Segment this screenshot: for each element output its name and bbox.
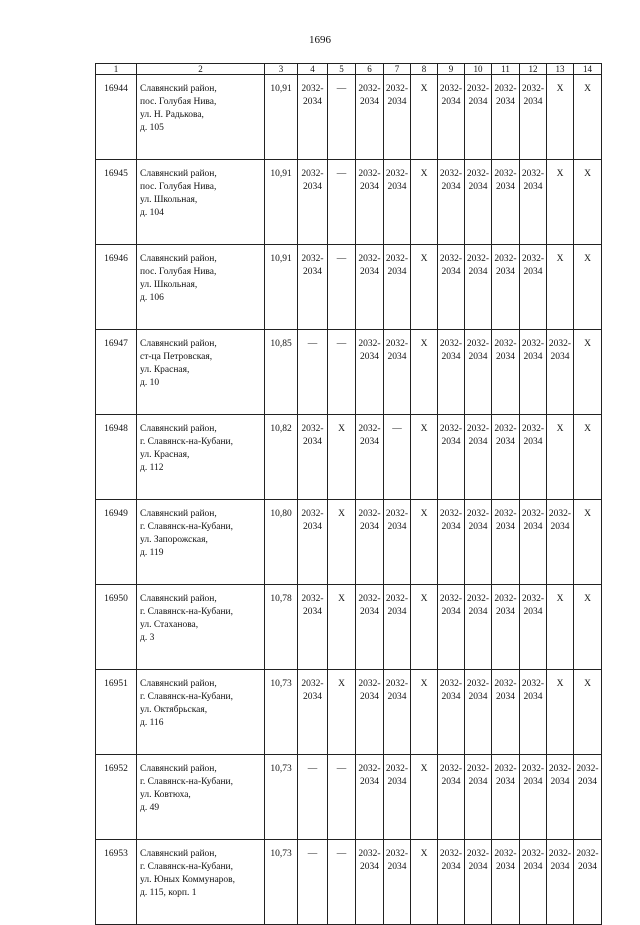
table-body <box>96 75 602 925</box>
address-line: д. 105 <box>140 123 164 133</box>
period-cell: 2032- 2034 <box>492 245 520 330</box>
row-number: 16944 <box>96 75 137 160</box>
period-cell: Х <box>547 160 574 245</box>
row-number: 16945 <box>96 160 137 245</box>
table-row <box>96 160 602 245</box>
column-header: 14 <box>574 64 602 75</box>
period-cell: Х <box>411 755 438 840</box>
period-cell: 2032- 2034 <box>438 75 465 160</box>
period-cell: — <box>328 840 356 925</box>
period-cell: Х <box>574 500 602 585</box>
period-cell: 2032- 2034 <box>438 670 465 755</box>
address-cell <box>137 160 265 245</box>
period-cell: 2032- 2034 <box>492 500 520 585</box>
column-header: 5 <box>328 64 356 75</box>
period-cell: Х <box>411 75 438 160</box>
address-line: ул. Ковтюха, <box>140 790 191 800</box>
period-cell: 2032- 2034 <box>547 330 574 415</box>
table-row <box>96 415 602 500</box>
period-cell: 2032- 2034 <box>492 840 520 925</box>
period-cell: Х <box>411 840 438 925</box>
period-cell: 2032- 2034 <box>384 585 411 670</box>
table-row <box>96 585 602 670</box>
row-number: 16948 <box>96 415 137 500</box>
period-cell: 2032- 2034 <box>438 755 465 840</box>
period-cell: 2032- 2034 <box>298 160 328 245</box>
period-cell: 2032- 2034 <box>492 755 520 840</box>
column-header: 10 <box>465 64 492 75</box>
period-cell: 2032- 2034 <box>492 75 520 160</box>
address-cell <box>137 500 265 585</box>
period-cell: 2032- 2034 <box>520 755 547 840</box>
value-cell: 10,85 <box>265 330 298 415</box>
period-cell: — <box>298 330 328 415</box>
period-cell: — <box>298 840 328 925</box>
period-cell: 2032- 2034 <box>298 415 328 500</box>
period-cell: Х <box>328 585 356 670</box>
row-number: 16951 <box>96 670 137 755</box>
row-number: 16949 <box>96 500 137 585</box>
period-cell: 2032- 2034 <box>298 75 328 160</box>
table-row <box>96 755 602 840</box>
column-header: 13 <box>547 64 574 75</box>
address-line: д. 119 <box>140 548 164 558</box>
column-header: 6 <box>356 64 384 75</box>
address-line: г. Славянск-на-Кубани, <box>140 862 233 872</box>
address-cell <box>137 585 265 670</box>
address-line: Славянский район, <box>140 849 217 859</box>
period-cell: 2032- 2034 <box>465 245 492 330</box>
address-line: г. Славянск-на-Кубани, <box>140 437 233 447</box>
address-line: ул. Красная, <box>140 365 190 375</box>
address-line: г. Славянск-на-Кубани, <box>140 522 233 532</box>
address-line: Славянский район, <box>140 169 217 179</box>
period-cell: Х <box>547 585 574 670</box>
period-cell: Х <box>547 75 574 160</box>
address-line: Славянский район, <box>140 594 217 604</box>
table-row <box>96 840 602 925</box>
period-cell: 2032- 2034 <box>384 330 411 415</box>
period-cell: Х <box>574 75 602 160</box>
address-line: ул. Запорожская, <box>140 535 208 545</box>
period-cell: — <box>328 160 356 245</box>
period-cell: 2032- 2034 <box>384 160 411 245</box>
period-cell: Х <box>574 670 602 755</box>
period-cell: 2032- 2034 <box>438 500 465 585</box>
period-cell: — <box>328 330 356 415</box>
column-header: 7 <box>384 64 411 75</box>
period-cell: Х <box>574 585 602 670</box>
row-number: 16950 <box>96 585 137 670</box>
column-header: 12 <box>520 64 547 75</box>
value-cell: 10,73 <box>265 755 298 840</box>
column-header: 1 <box>96 64 137 75</box>
period-cell: 2032- 2034 <box>465 585 492 670</box>
period-cell: Х <box>547 670 574 755</box>
address-line: д. 115, корп. 1 <box>140 888 197 898</box>
value-cell: 10,91 <box>265 160 298 245</box>
period-cell: Х <box>574 245 602 330</box>
period-cell: 2032- 2034 <box>465 160 492 245</box>
period-cell: Х <box>574 330 602 415</box>
table-row <box>96 245 602 330</box>
address-line: д. 49 <box>140 803 160 813</box>
period-cell: 2032- 2034 <box>356 160 384 245</box>
period-cell: 2032- 2034 <box>492 415 520 500</box>
address-line: ст-ца Петровская, <box>140 352 213 362</box>
address-line: д. 10 <box>140 378 160 388</box>
address-cell <box>137 840 265 925</box>
period-cell: Х <box>411 245 438 330</box>
row-number: 16947 <box>96 330 137 415</box>
header-row <box>96 64 602 75</box>
address-line: пос. Голубая Нива, <box>140 182 217 192</box>
period-cell: 2032- 2034 <box>520 840 547 925</box>
period-cell: 2032- 2034 <box>574 755 602 840</box>
address-line: ул. Стаханова, <box>140 620 199 630</box>
period-cell: — <box>298 755 328 840</box>
address-line: ул. Школьная, <box>140 195 198 205</box>
address-line: г. Славянск-на-Кубани, <box>140 777 233 787</box>
period-cell: 2032- 2034 <box>465 330 492 415</box>
period-cell: 2032- 2034 <box>438 245 465 330</box>
address-line: Славянский район, <box>140 509 217 519</box>
period-cell: 2032- 2034 <box>438 415 465 500</box>
address-line: пос. Голубая Нива, <box>140 267 217 277</box>
period-cell: 2032- 2034 <box>356 415 384 500</box>
address-line: г. Славянск-на-Кубани, <box>140 692 233 702</box>
address-cell <box>137 75 265 160</box>
period-cell: 2032- 2034 <box>465 670 492 755</box>
address-line: д. 104 <box>140 208 164 218</box>
period-cell: Х <box>547 245 574 330</box>
period-cell: 2032- 2034 <box>298 500 328 585</box>
address-line: д. 106 <box>140 293 164 303</box>
period-cell: 2032- 2034 <box>547 840 574 925</box>
address-cell <box>137 415 265 500</box>
value-cell: 10,91 <box>265 75 298 160</box>
period-cell: 2032- 2034 <box>438 585 465 670</box>
period-cell: 2032- 2034 <box>384 755 411 840</box>
register-table <box>95 63 602 925</box>
table-row <box>96 670 602 755</box>
period-cell: 2032- 2034 <box>298 670 328 755</box>
address-line: ул. Октябрьская, <box>140 705 208 715</box>
address-cell <box>137 245 265 330</box>
period-cell: Х <box>411 160 438 245</box>
period-cell: 2032- 2034 <box>547 500 574 585</box>
period-cell: — <box>384 415 411 500</box>
value-cell: 10,73 <box>265 840 298 925</box>
period-cell: Х <box>547 415 574 500</box>
table-row <box>96 330 602 415</box>
address-line: Славянский район, <box>140 764 217 774</box>
period-cell: 2032- 2034 <box>438 330 465 415</box>
period-cell: 2032- 2034 <box>465 415 492 500</box>
period-cell: Х <box>574 160 602 245</box>
address-line: д. 112 <box>140 463 164 473</box>
period-cell: — <box>328 245 356 330</box>
address-line: пос. Голубая Нива, <box>140 97 217 107</box>
address-line: Славянский район, <box>140 679 217 689</box>
period-cell: 2032- 2034 <box>465 840 492 925</box>
address-line: ул. Н. Радькова, <box>140 110 204 120</box>
value-cell: 10,82 <box>265 415 298 500</box>
address-cell <box>137 330 265 415</box>
row-number: 16946 <box>96 245 137 330</box>
period-cell: 2032- 2034 <box>356 670 384 755</box>
period-cell: 2032- 2034 <box>520 75 547 160</box>
period-cell: 2032- 2034 <box>492 585 520 670</box>
period-cell: 2032- 2034 <box>356 840 384 925</box>
period-cell: Х <box>574 415 602 500</box>
period-cell: 2032- 2034 <box>384 500 411 585</box>
address-line: Славянский район, <box>140 424 217 434</box>
row-number: 16952 <box>96 755 137 840</box>
column-header: 11 <box>492 64 520 75</box>
address-line: д. 3 <box>140 633 155 643</box>
period-cell: 2032- 2034 <box>492 160 520 245</box>
period-cell: Х <box>411 330 438 415</box>
address-line: г. Славянск-на-Кубани, <box>140 607 233 617</box>
period-cell: 2032- 2034 <box>492 670 520 755</box>
period-cell: 2032- 2034 <box>356 75 384 160</box>
value-cell: 10,91 <box>265 245 298 330</box>
period-cell: Х <box>411 500 438 585</box>
period-cell: 2032- 2034 <box>356 755 384 840</box>
period-cell: Х <box>411 670 438 755</box>
period-cell: 2032- 2034 <box>438 840 465 925</box>
address-line: ул. Школьная, <box>140 280 198 290</box>
address-line: д. 116 <box>140 718 164 728</box>
period-cell: 2032- 2034 <box>356 245 384 330</box>
period-cell: 2032- 2034 <box>384 245 411 330</box>
column-header: 8 <box>411 64 438 75</box>
period-cell: Х <box>328 500 356 585</box>
column-header: 4 <box>298 64 328 75</box>
period-cell: 2032- 2034 <box>465 75 492 160</box>
value-cell: 10,78 <box>265 585 298 670</box>
period-cell: 2032- 2034 <box>298 585 328 670</box>
page-number: 1696 <box>309 34 331 46</box>
table-row <box>96 75 602 160</box>
period-cell: 2032- 2034 <box>438 160 465 245</box>
period-cell: 2032- 2034 <box>574 840 602 925</box>
period-cell: 2032- 2034 <box>384 840 411 925</box>
period-cell: 2032- 2034 <box>384 670 411 755</box>
column-header: 9 <box>438 64 465 75</box>
period-cell: 2032- 2034 <box>356 585 384 670</box>
address-line: Славянский район, <box>140 339 217 349</box>
value-cell: 10,80 <box>265 500 298 585</box>
period-cell: 2032- 2034 <box>356 500 384 585</box>
period-cell: Х <box>411 585 438 670</box>
period-cell: Х <box>328 670 356 755</box>
address-line: Славянский район, <box>140 84 217 94</box>
column-header: 3 <box>265 64 298 75</box>
period-cell: 2032- 2034 <box>520 500 547 585</box>
period-cell: 2032- 2034 <box>520 160 547 245</box>
period-cell: 2032- 2034 <box>298 245 328 330</box>
period-cell: 2032- 2034 <box>520 670 547 755</box>
period-cell: 2032- 2034 <box>492 330 520 415</box>
period-cell: 2032- 2034 <box>465 755 492 840</box>
address-cell <box>137 670 265 755</box>
period-cell: 2032- 2034 <box>520 415 547 500</box>
table-row <box>96 500 602 585</box>
column-header: 2 <box>137 64 265 75</box>
address-line: ул. Красная, <box>140 450 190 460</box>
address-cell <box>137 755 265 840</box>
period-cell: — <box>328 75 356 160</box>
value-cell: 10,73 <box>265 670 298 755</box>
period-cell: Х <box>328 415 356 500</box>
period-cell: 2032- 2034 <box>520 585 547 670</box>
period-cell: 2032- 2034 <box>465 500 492 585</box>
address-line: Славянский район, <box>140 254 217 264</box>
period-cell: 2032- 2034 <box>547 755 574 840</box>
period-cell: 2032- 2034 <box>520 330 547 415</box>
period-cell: 2032- 2034 <box>384 75 411 160</box>
address-line: ул. Юных Коммунаров, <box>140 875 236 885</box>
row-number: 16953 <box>96 840 137 925</box>
period-cell: Х <box>411 415 438 500</box>
period-cell: 2032- 2034 <box>356 330 384 415</box>
period-cell: 2032- 2034 <box>520 245 547 330</box>
period-cell: — <box>328 755 356 840</box>
